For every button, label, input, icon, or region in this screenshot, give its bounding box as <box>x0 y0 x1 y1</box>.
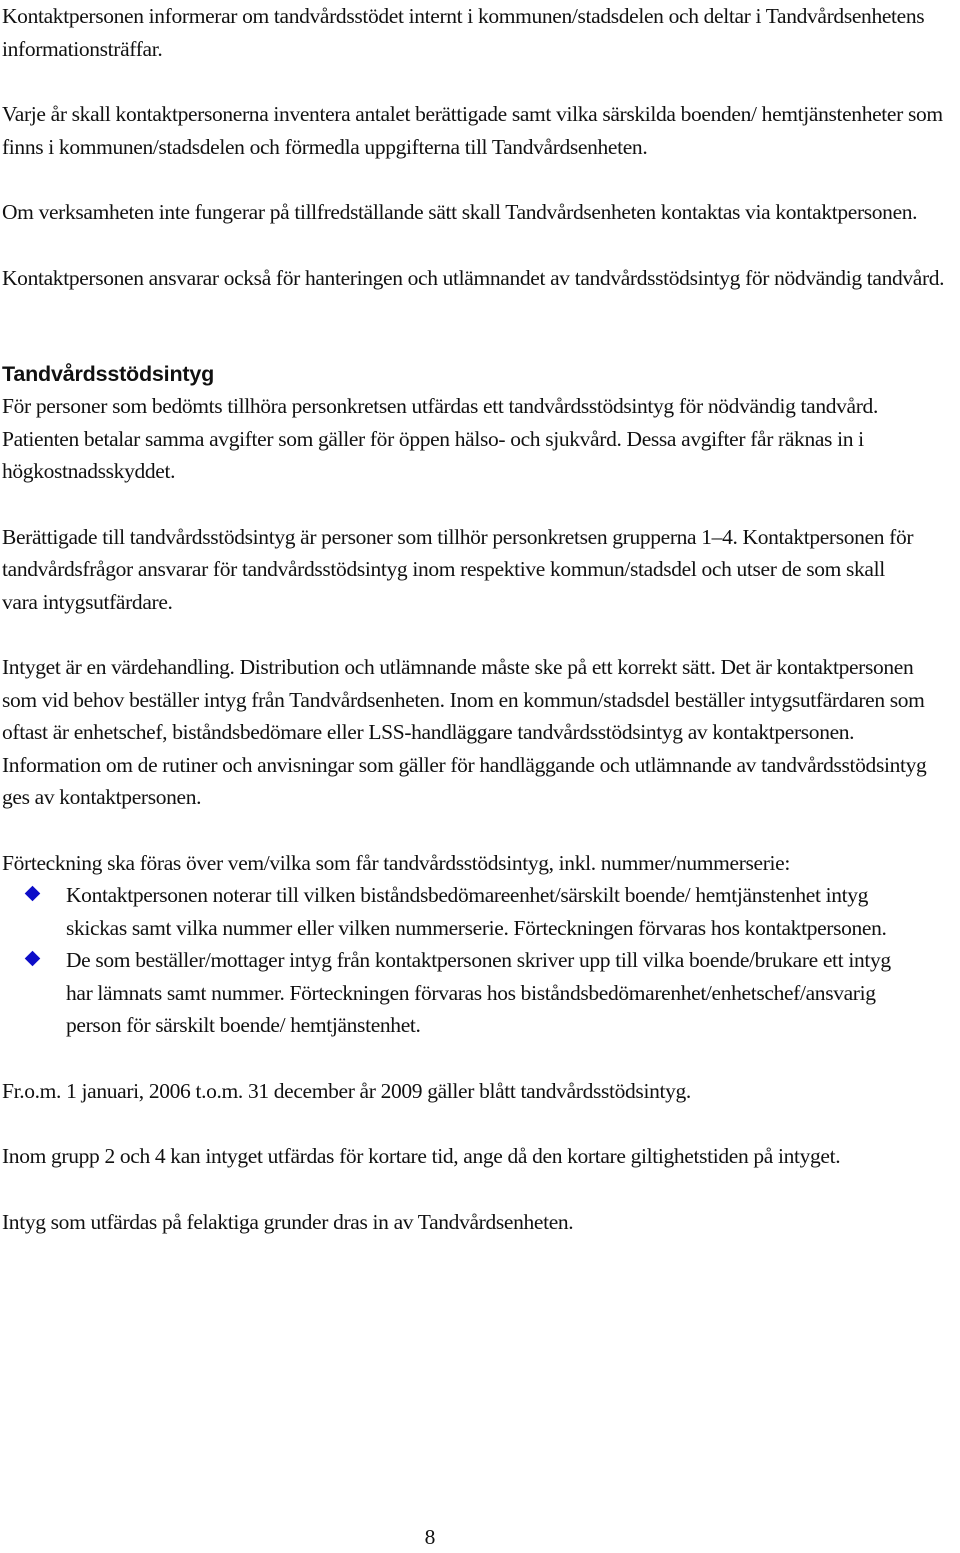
paragraph-entitled: Berättigade till tandvårdsstödsintyg är personer som tillhör personkretsen grupperna 1–4. Kontaktpersonen för tandvårdsfrågor ansvarar för tandvårdsstödsintyg inom respektive kommun/stadsdel och utser de som skall vara intygsutfärdare. <box>2 524 914 614</box>
paragraph-contact-via: Om verksamheten inte fungerar på tillfredställande sätt skall Tandvårdsenheten kontaktas via kontaktpersonen. <box>2 200 918 224</box>
paragraph-register: Förteckning ska föras över vem/vilka som får tandvårdsstödsintyg, inkl. nummer/nummerserie: <box>2 850 790 875</box>
diamond-bullet-icon <box>25 951 41 967</box>
section-heading: Tandvårdsstödsintyg <box>2 362 215 386</box>
paragraph-handling: Kontaktpersonen ansvarar också för hanteringen och utlämnandet av tandvårdsstödsintyg för nödvändig tandvård. <box>2 265 945 290</box>
page-number: 8 <box>424 1525 436 1549</box>
document-page <box>2 0 958 1238</box>
paragraph-certificate-issue: För personer som bedömts tillhöra personkretsen utfärdas ett tandvårdsstödsintyg för nödvändig tandvård. Patienten betalar samma avgifter som gäller för öppen hälso- och sjukvård. Dessa avgifter får räknas in i högkostnadsskyddet. <box>2 394 878 483</box>
paragraph-inventory: Varje år skall kontaktpersonerna inventera antalet berättigade samt vilka särskilda boenden/ hemtjänstenheter som finns i kommunen/stadsdelen och förmedla uppgifterna till Tandvårdsenheten. <box>2 102 943 159</box>
paragraph-contact-info: Kontaktpersonen informerar om tandvårdsstödet internt i kommunen/stadsdelen och deltar i Tandvårdsenhetens informationsträffar. <box>2 4 925 61</box>
list-item <box>2 944 896 1042</box>
paragraph-revocation: Intyg som utfärdas på felaktiga grunder dras in av Tandvårdsenheten. <box>2 1209 574 1234</box>
diamond-bullet-icon <box>25 886 41 902</box>
paragraph-shorter-validity: Inom grupp 2 och 4 kan intyget utfärdas för kortare tid, ange då den kortare giltighetstiden på intyget. <box>2 1144 841 1168</box>
list-item-text: Kontaktpersonen noterar till vilken biståndsbedömareenhet/särskilt boende/ hemtjänstenhet intyg skickas samt vilka nummer eller vilken nummerserie. Förteckningen förvaras hos kontaktpersonen. <box>66 883 887 940</box>
bullet-list <box>2 879 958 1042</box>
paragraph-value-document: Intyget är en värdehandling. Distribution och utlämnande måste ske på ett korrekt sätt. Det är kontaktpersonen som vid behov beställer intyg från Tandvårdsenheten. Inom en kommun/stadsdel beställer intygsutfärdaren som oftast är enhetschef, biståndsbedömare eller LSS-handläggare tandvårdsstödsintyg av kontaktpersonen. Information om de rutiner och anvisningar som gäller för handläggande och utlämnande av tandvårdsstödsintyg ges av kontaktpersonen. <box>2 655 927 809</box>
paragraph-validity: Fr.o.m. 1 januari, 2006 t.o.m. 31 december år 2009 gäller blått tandvårdsstödsintyg. <box>2 1078 691 1103</box>
list-item-text: De som beställer/mottager intyg från kontaktpersonen skriver upp till vilka boende/brukare ett intyg har lämnats samt nummer. Förteckningen förvaras hos biståndsbedömarenhet/enhetschef/ansvarig person för särskilt boende/ hemtjänstenhet. <box>66 948 891 1037</box>
list-item <box>2 879 896 944</box>
